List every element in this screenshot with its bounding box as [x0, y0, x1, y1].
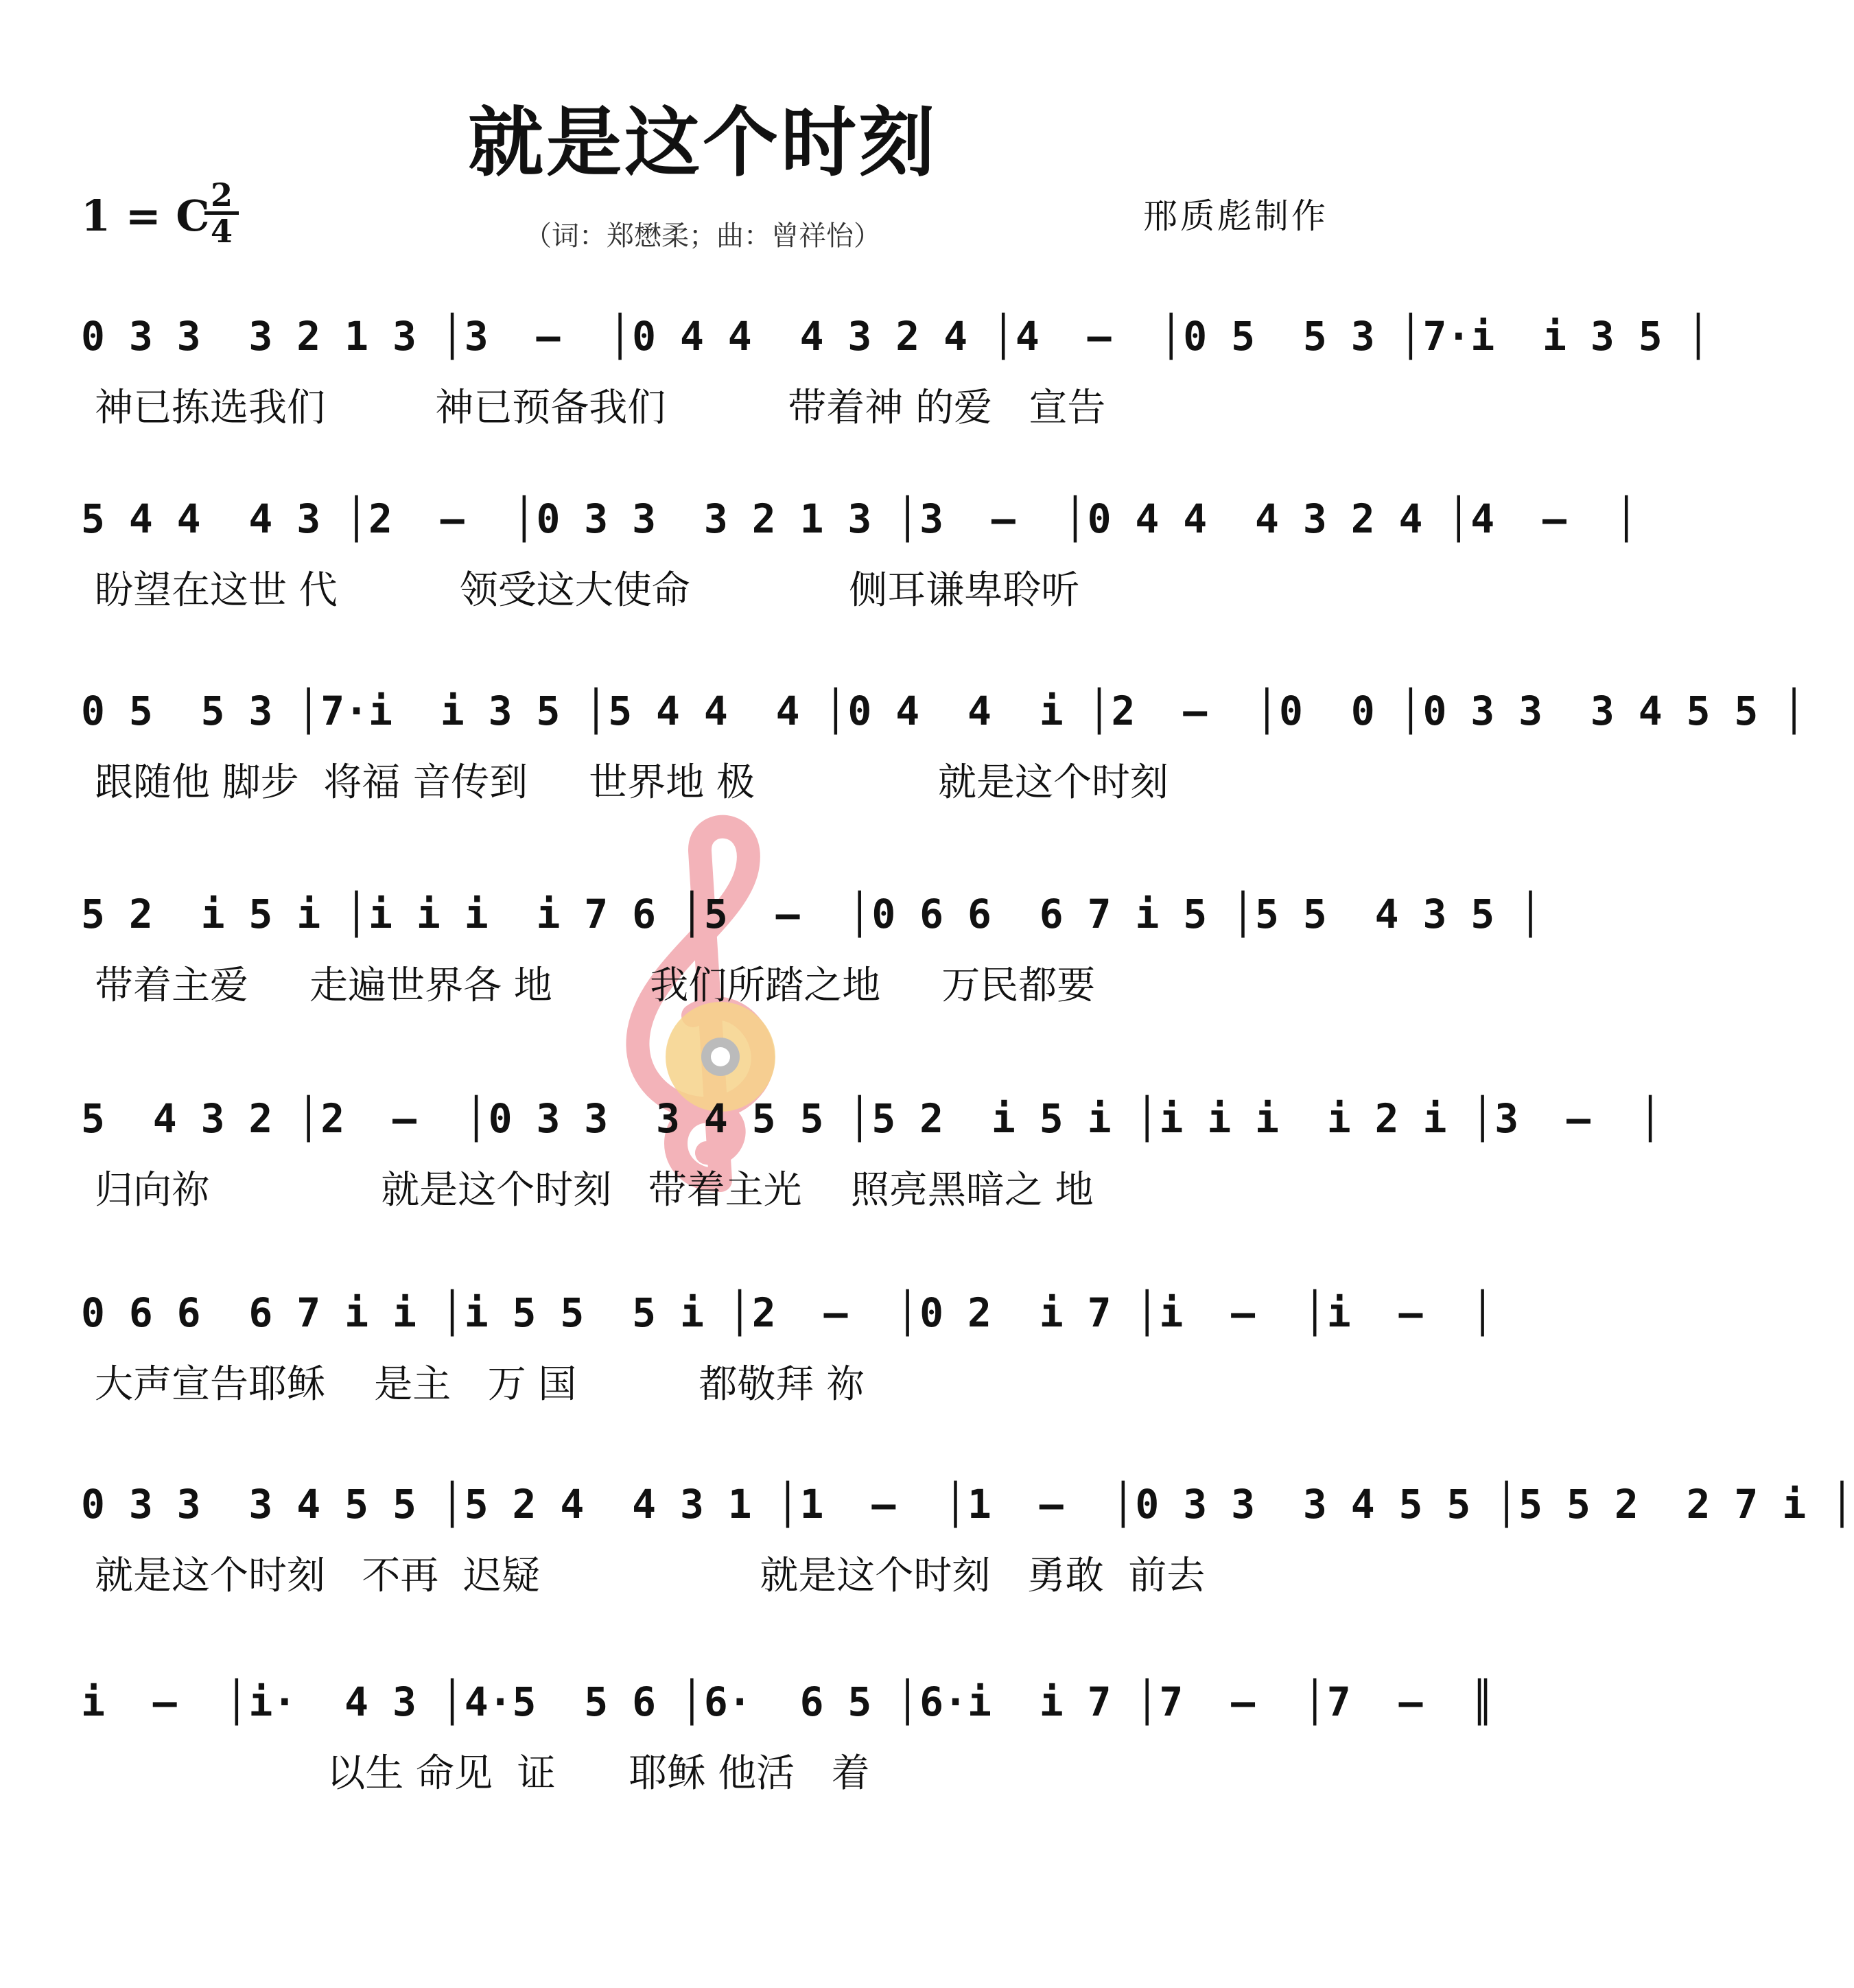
song-title: 就是这个时刻 — [468, 98, 937, 187]
notation-line: 5 4 3 2 │2 – │0 3 3 3 4 5 5 │5 2 i 5 i │i i i i 2 i │3 – │ — [81, 1095, 1663, 1142]
notation-line: 5 4 4 4 3 │2 – │0 3 3 3 2 1 3 │3 – │0 4 4 4 3 2 4 │4 – │ — [81, 495, 1639, 542]
notation-line: 5 2 i 5 i │i i i i 7 6 │5 – │0 6 6 6 7 i 5 │5 5 4 3 5 │ — [81, 891, 1543, 937]
notation-line: 0 3 3 3 4 5 5 │5 2 4 4 3 1 │1 – │1 – │0 3 3 3 4 5 5 │5 5 2 2 7 i │ — [81, 1481, 1854, 1528]
lyrics-line: 带着主爱 走遍世界各 地 我们所踏之地 万民都要 — [95, 963, 1096, 1008]
time-top: 2 — [210, 176, 233, 213]
notation-line: 0 3 3 3 2 1 3 │3 – │0 4 4 4 3 2 4 │4 – │0 5 5 3 │7·i i 3 5 │ — [81, 313, 1711, 360]
notation-line: 0 5 5 3 │7·i i 3 5 │5 4 4 4 │0 4 4 i │2 – │0 0 │0 3 3 3 4 5 5 │ — [81, 688, 1807, 734]
lyrics-line: 以生 命见 证 耶稣 他活 着 — [95, 1751, 870, 1796]
maker-credit: 邢质彪制作 — [1143, 196, 1328, 236]
lyrics-line: 大声宣告耶稣 是主 万 国 都敬拜 祢 — [95, 1362, 865, 1407]
key-signature: 1 = C — [81, 191, 210, 241]
notation-line: 0 6 6 6 7 i i │i 5 5 5 i │2 – │0 2 i 7 │i – │i – │ — [81, 1289, 1495, 1336]
credits: （词：郑懋柔；曲：曾祥怡） — [524, 220, 881, 252]
lyrics-line: 就是这个时刻 不再 迟疑 就是这个时刻 勇敢 前去 — [95, 1554, 1206, 1598]
lyrics-line: 归向祢 就是这个时刻 带着主光 照亮黑暗之 地 — [95, 1168, 1094, 1213]
lyrics-line: 盼望在这世 代 领受这大使命 侧耳谦卑聆听 — [95, 568, 1080, 613]
lyrics-line: 神已拣选我们 神已预备我们 带着神 的爱 宣告 — [95, 386, 1106, 430]
notation-line: i – │i· 4 3 │4·5 5 6 │6· 6 5 │6·i i 7 │7 – │7 – ║ — [81, 1679, 1495, 1725]
time-bottom: 4 — [210, 213, 233, 250]
lyrics-line: 跟随他 脚步 将福 音传到 世界地 极 就是这个时刻 — [95, 760, 1169, 805]
